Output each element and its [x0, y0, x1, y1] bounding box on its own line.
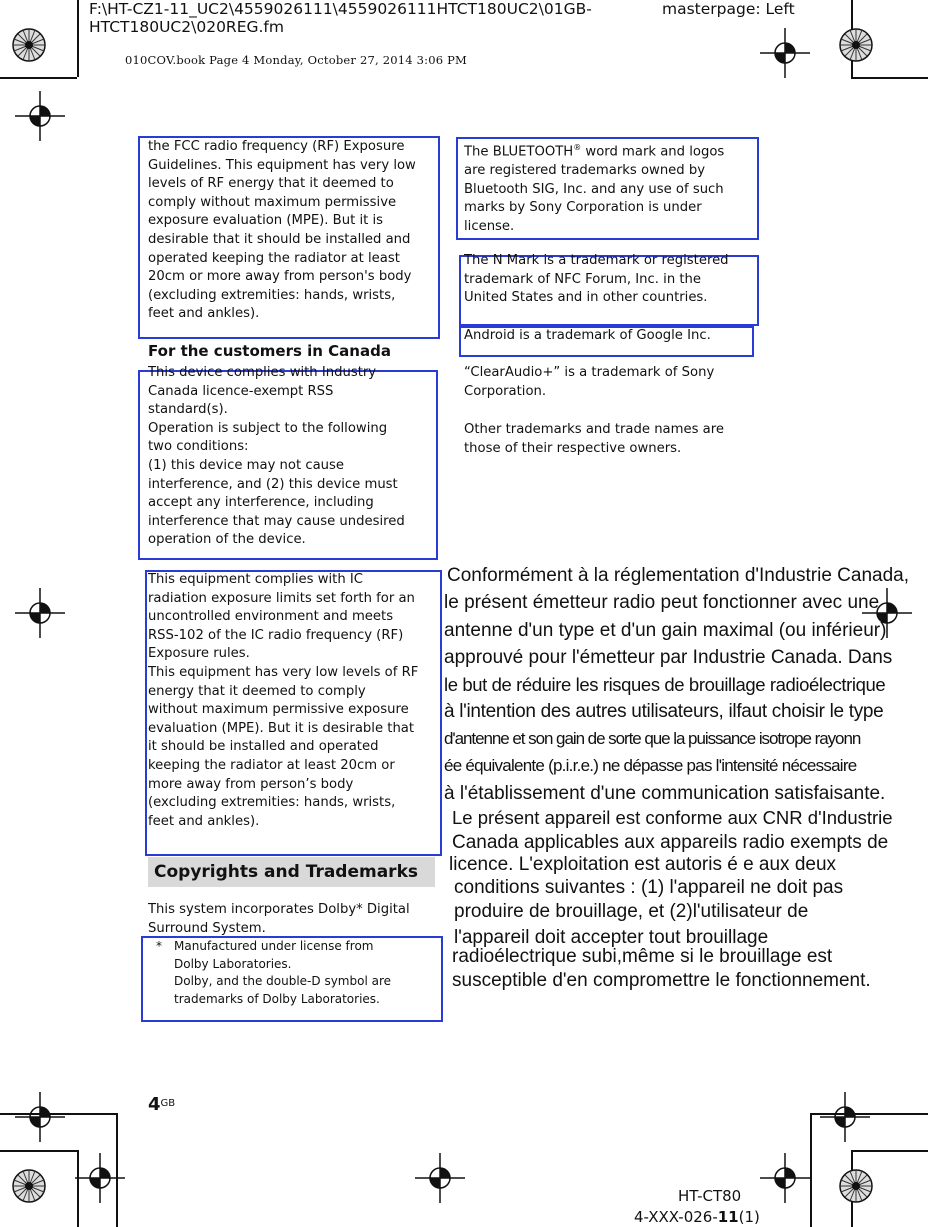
other-trademarks-text	[464, 421, 724, 458]
text-line: without maximum permissive exposure	[148, 702, 409, 718]
text-line: This device complies with Industry	[148, 365, 377, 380]
text-line: “ClearAudio+” is a trademark of Sony	[464, 365, 715, 380]
text-line: feet and ankles).	[148, 813, 260, 829]
registered-mark: ®	[573, 143, 582, 152]
text-line: license.	[464, 218, 515, 234]
text-line: Manufactured under license from	[174, 939, 374, 953]
text-line: licence. L'exploitation est autoris é e aux deux	[449, 854, 837, 875]
text-line: United States and in other countries.	[464, 290, 708, 306]
text-line: conditions suivantes : (1) l'appareil ne doit pas	[454, 877, 844, 898]
dolby-text	[148, 901, 410, 938]
text-line: Bluetooth SIG, Inc. and any use of such	[464, 181, 724, 197]
fcc-text	[148, 138, 416, 324]
text-line: 20cm or more away from person's body	[148, 269, 412, 285]
text-line: levels of RF energy that it deemed to	[148, 176, 394, 192]
text-line: are registered trademarks owned by	[464, 162, 706, 178]
text-line: exposure evaluation (MPE). But it is	[148, 213, 384, 229]
page-number-value: 4	[148, 1094, 161, 1115]
dolby-note	[174, 938, 391, 1008]
bluetooth-wordmark: The BLUETOOTH	[464, 144, 574, 160]
text-line: ée équivalente (p.i.r.e.) ne dépasse pas l'intensité nécessaire	[444, 756, 857, 775]
text-line: keeping the radiator at least 20cm or	[148, 757, 395, 773]
text-line: d'antenne et son gain de sorte que la puissance isotrope rayonn	[444, 729, 861, 748]
book-info: 010COV.book Page 4 Monday, October 27, 2014 3:06 PM	[125, 53, 468, 67]
text-line: energy that it deemed to comply	[148, 683, 366, 699]
page-number-suffix: GB	[160, 1098, 176, 1109]
text-line: le but de réduire les risques de brouillage radioélectrique	[444, 674, 886, 695]
text-line: evaluation (MPE). But it is desirable that	[148, 720, 415, 736]
text-line: two conditions:	[148, 439, 249, 455]
text-line: interference that may cause undesired	[148, 513, 405, 529]
text-line: comply without maximum permissive	[148, 194, 397, 210]
text-line: (excluding extremities: hands, wrists,	[148, 287, 396, 303]
part-number-suffix: (1)	[738, 1208, 760, 1226]
text-line: operation of the device.	[148, 532, 306, 548]
text-line: l'appareil doit accepter tout brouillage	[454, 927, 769, 948]
clearaudio-text	[464, 364, 714, 401]
text-line: feet and ankles).	[148, 306, 260, 322]
model-number: HT-CT80	[678, 1187, 742, 1205]
text-line: Operation is subject to the following	[148, 420, 388, 436]
text-line: RSS-102 of the IC radio frequency (RF)	[148, 627, 404, 643]
masterpage-label: masterpage: Left	[662, 0, 795, 18]
text-line: Conformément à la réglementation d'Industrie Canada,	[447, 565, 910, 586]
dolby-note-marker: *	[156, 939, 162, 953]
text-line: à l'établissement d'une communication satisfaisante.	[444, 783, 886, 804]
text-line: trademarks of Dolby Laboratories.	[174, 991, 380, 1006]
text-line: (excluding extremities: hands, wrists,	[148, 795, 396, 811]
text-line: desirable that it should be installed and	[148, 231, 411, 247]
text-line: interference, and (2) this device must	[148, 476, 398, 492]
text-line: trademark of NFC Forum, Inc. in the	[464, 271, 702, 287]
text-line: le présent émetteur radio peut fonctionner avec une	[444, 592, 880, 613]
text-line: antenne d'un type et d'un gain maximal (ou inférieur)	[444, 620, 887, 641]
text-line: accept any interference, including	[148, 495, 374, 511]
text-line: This equipment complies with IC	[148, 572, 364, 587]
text-line: Le présent appareil est conforme aux CNR d'Industrie	[452, 807, 893, 828]
text-line: Other trademarks and trade names are	[464, 422, 724, 437]
text-line: Canada licence-exempt RSS	[148, 383, 334, 399]
text-line: (1) this device may not cause	[148, 457, 345, 473]
text-line: This system incorporates Dolby* Digital	[148, 902, 410, 917]
canada-heading: For the customers in Canada	[148, 342, 391, 360]
text-line: radioélectrique subi,même si le brouillage est	[452, 946, 833, 967]
copyrights-heading: Copyrights and Trademarks	[148, 857, 435, 887]
text-line: those of their respective owners.	[464, 440, 682, 456]
text-line: susceptible d'en compromettre le fonctionnement.	[452, 970, 871, 991]
text-line: operated keeping the radiator at least	[148, 250, 400, 266]
bluetooth-text	[464, 139, 724, 236]
text-line: produire de brouillage, et (2)l'utilisateur de	[454, 901, 809, 922]
android-text: Android is a trademark of Google Inc.	[464, 328, 711, 343]
ic-text	[148, 571, 418, 831]
text-line: This equipment has very low levels of RF	[148, 664, 419, 680]
text-line: uncontrolled environment and meets	[148, 609, 394, 625]
part-number-prefix: 4-XXX-026-	[634, 1208, 718, 1226]
text-line: à l'intention des autres utilisateurs, ilfaut choisir le type	[444, 701, 884, 722]
text-line: The N Mark is a trademark or registered	[464, 253, 729, 268]
file-path-line-1: F:\HT-CZ1-11_UC2\4559026111\4559026111HTCT180UC2\01GB-	[89, 0, 592, 18]
text-line: approuvé pour l'émetteur par Industrie Canada. Dans	[444, 647, 893, 668]
text-line	[464, 139, 724, 162]
part-number-revision: 11	[717, 1208, 739, 1226]
text-line: Dolby Laboratories.	[174, 956, 292, 971]
page-number	[148, 1094, 175, 1115]
file-path-line-2: HTCT180UC2\020REG.fm	[89, 18, 284, 36]
text-line: more away from person’s body	[148, 776, 354, 792]
text-fragment: word mark and logos	[581, 144, 725, 160]
canada-text	[148, 364, 405, 550]
text-line: Canada applicables aux appareils radio exempts de	[452, 832, 889, 853]
text-line: Guidelines. This equipment has very low	[148, 157, 416, 173]
text-line: the FCC radio frequency (RF) Exposure	[148, 139, 405, 154]
text-line: Corporation.	[464, 383, 547, 399]
text-line: marks by Sony Corporation is under	[464, 200, 702, 216]
text-line: Dolby, and the double-D symbol are	[174, 974, 392, 988]
text-line: radiation exposure limits set forth for an	[148, 590, 415, 606]
part-number	[634, 1208, 760, 1226]
text-line: Surround System.	[148, 920, 266, 936]
nfc-text	[464, 252, 729, 308]
text-line: standard(s).	[148, 402, 228, 418]
text-line: Exposure rules.	[148, 646, 250, 662]
text-line: it should be installed and operated	[148, 739, 379, 755]
